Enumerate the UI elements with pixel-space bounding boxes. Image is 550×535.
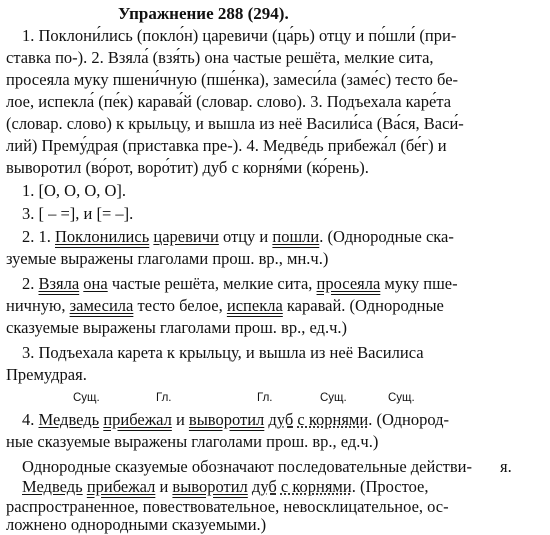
adverbial: с корнями bbox=[280, 477, 352, 496]
subject: она bbox=[83, 274, 108, 293]
predicate: выворотил bbox=[188, 410, 265, 429]
subject: Медведь bbox=[38, 410, 100, 429]
predicate: Поклонились bbox=[55, 227, 150, 246]
exercise-title: Упражнение 288 (294). bbox=[118, 4, 289, 23]
text-line: зуемые выражены глаголами прош. вр., мн.ч.) bbox=[6, 249, 329, 268]
text-line: 1. Поклони́лись (покло́н) царевичи (ца́рь) отцу и по́шли́ (при- bbox=[22, 26, 457, 45]
predicate: испекла bbox=[226, 296, 283, 315]
object: дуб bbox=[251, 477, 277, 496]
text-line: ставка по-). 2. Взяла́ (взя́ть) она частые решёта, мелкие сита, bbox=[6, 48, 434, 67]
scheme-1: 1. [О, О, О, О]. bbox=[22, 181, 127, 200]
sentence-2-analysis: 2. Взяла она частые решёта, мелкие сита, просеяла муку пше- bbox=[22, 274, 458, 293]
predicate: выворотил bbox=[172, 477, 248, 496]
pos-label: Сущ. bbox=[73, 392, 100, 404]
predicate: пошли bbox=[272, 227, 320, 246]
text-line: распространенное, повествовательное, невосклицательное, ос- bbox=[6, 497, 449, 516]
predicate: просеяла bbox=[316, 274, 381, 293]
pos-label: Гл. bbox=[257, 392, 273, 404]
plain-text: ничную, bbox=[6, 296, 70, 315]
plain-text: и bbox=[155, 477, 173, 496]
text-line bbox=[6, 296, 444, 316]
text-line: просеяла муку пшени́чную (пше́нка), замеси́ла (заме́с) тесто бе- bbox=[6, 70, 459, 89]
pos-label: Гл. bbox=[156, 392, 172, 404]
pos-label: Сущ. bbox=[388, 392, 415, 404]
text-line: выворотил (во́рот, воро́тит) дуб с корня́ми (ко́рень). bbox=[6, 158, 369, 177]
plain-text: . (Однородные ска- bbox=[319, 227, 454, 246]
text-line: лое, испекла́ (пе́к) карава́й (словар. слово). 3. Подъехала каре́та bbox=[6, 92, 452, 111]
plain-text: . (Однород- bbox=[368, 410, 450, 429]
sentence-3-analysis: 3. Подъехала карета к крыльцу, и вышла из неё Василиса bbox=[22, 343, 424, 362]
pos-label: Сущ. bbox=[320, 392, 347, 404]
subject: царевичи bbox=[153, 227, 219, 246]
subject: Медведь bbox=[22, 477, 83, 496]
sentence-4-analysis: 4. Медведь прибежал и выворотил дуб с корнями. (Однород- bbox=[22, 410, 450, 429]
text-line: (словар. слово) к крыльцу, и вышла из неё Васили́са (Ва́ся, Васи́- bbox=[6, 114, 464, 133]
plain-text: тесто белое, bbox=[133, 296, 227, 315]
text-line: сказуемые выражены глаголами прош. вр., ед.ч.) bbox=[6, 318, 347, 337]
predicate: прибежал bbox=[86, 477, 156, 496]
plain-text: муку пше- bbox=[380, 274, 458, 293]
predicate: замесила bbox=[69, 296, 134, 315]
adverbial: с корнями bbox=[297, 410, 369, 429]
text-line: я. bbox=[500, 457, 512, 476]
plain-text: частые решёта, мелкие сита, bbox=[107, 274, 317, 293]
text-line: ложнено однородными сказуемыми.) bbox=[6, 515, 267, 534]
text-line: лий) Прему́драя (приставка пре-). 4. Медве́дь прибежа́л (бе́г) и bbox=[6, 136, 447, 155]
plain-text: и bbox=[171, 410, 189, 429]
text-line: ные сказуемые выражены глаголами прош. вр., ед.ч.) bbox=[6, 432, 379, 451]
plain-text: отцу и bbox=[218, 227, 273, 246]
text-line: Премудрая. bbox=[6, 365, 87, 384]
predicate: прибежал bbox=[103, 410, 172, 429]
plain-text: каравай. (Однородные bbox=[282, 296, 444, 315]
sentence-1-analysis: 2. 1. Поклонились царевичи отцу и пошли. (Однородные ска- bbox=[22, 227, 454, 246]
scheme-2: 3. [ – =], и [= –]. bbox=[22, 204, 134, 223]
object: дуб bbox=[268, 410, 294, 429]
final-analysis bbox=[22, 477, 429, 497]
conclusion: Однородные сказуемые обозначают последовательные действи- bbox=[22, 457, 472, 476]
plain-text: . (Простое, bbox=[351, 477, 429, 496]
predicate: Взяла bbox=[38, 274, 80, 293]
